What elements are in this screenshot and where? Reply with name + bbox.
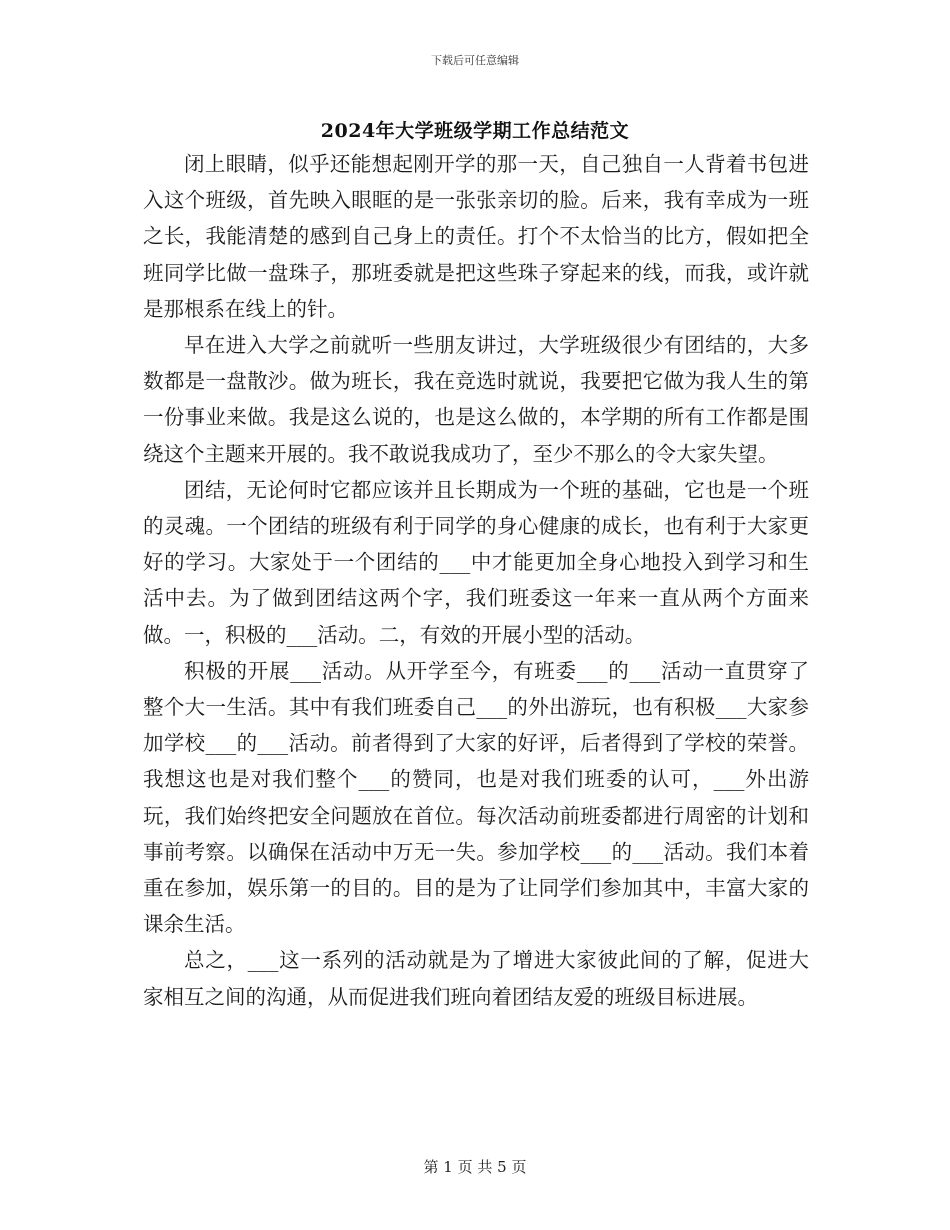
paragraph-3: 团结，无论何时它都应该并且长期成为一个班的基础，它也是一个班的灵魂。一个团结的班级有利于同学的身心健康的成长，也有利于大家更好的学习。大家处于一个团结的___中才能更加全身心地投入到学习和生活中去。为了做到团结这两个字，我们班委这一年来一直从两个方面来做。一，积极的___活动。二，有效的开展小型的活动。 — [143, 477, 809, 647]
document-title: 2024年大学班级学期工作总结范文 — [320, 120, 630, 142]
paragraph-5: 总之，___这一系列的活动就是为了增进大家彼此间的了解，促进大家相互之间的沟通，从而促进我们班向着团结友爱的班级目标进展。 — [143, 948, 809, 1009]
page-header-note: 下载后可任意编辑 — [431, 54, 519, 67]
paragraph-1: 闭上眼睛，似乎还能想起刚开学的那一天，自己独自一人背着书包进入这个班级，首先映入眼眶的是一张张亲切的脸。后来，我有幸成为一班之长，我能清楚的感到自己身上的责任。打个不太恰当的比方，假如把全班同学比做一盘珠子，那班委就是把这些珠子穿起来的线，而我，或许就是那根系在线上的针。 — [143, 152, 809, 321]
paragraph-2: 早在进入大学之前就听一些朋友讲过，大学班级很少有团结的，大多数都是一盘散沙。做为班长，我在竞选时就说，我要把它做为我人生的第一份事业来做。我是这么说的，也是这么做的，本学期的所有工作都是围绕这个主题来开展的。我不敢说我成功了，至少不那么的令大家失望。 — [143, 333, 809, 466]
document-body — [143, 146, 809, 1015]
page-number: 第 1 页 共 5 页 — [423, 1158, 527, 1176]
paragraph-4: 积极的开展___活动。从开学至今，有班委___的___活动一直贯穿了整个大一生活。其中有我们班委自己___的外出游玩，也有积极___大家参加学校___的___活动。前者得到了大家的好评，后者得到了学校的荣誉。我想这也是对我们整个___的赞同，也是对我们班委的认可，___外出游玩，我们始终把安全问题放在首位。每次活动前班委都进行周密的计划和事前考察。以确保在活动中万无一失。参加学校___的___活动。我们本着重在参加，娱乐第一的目的。目的是为了让同学们参加其中，丰富大家的课余生活。 — [143, 658, 809, 937]
